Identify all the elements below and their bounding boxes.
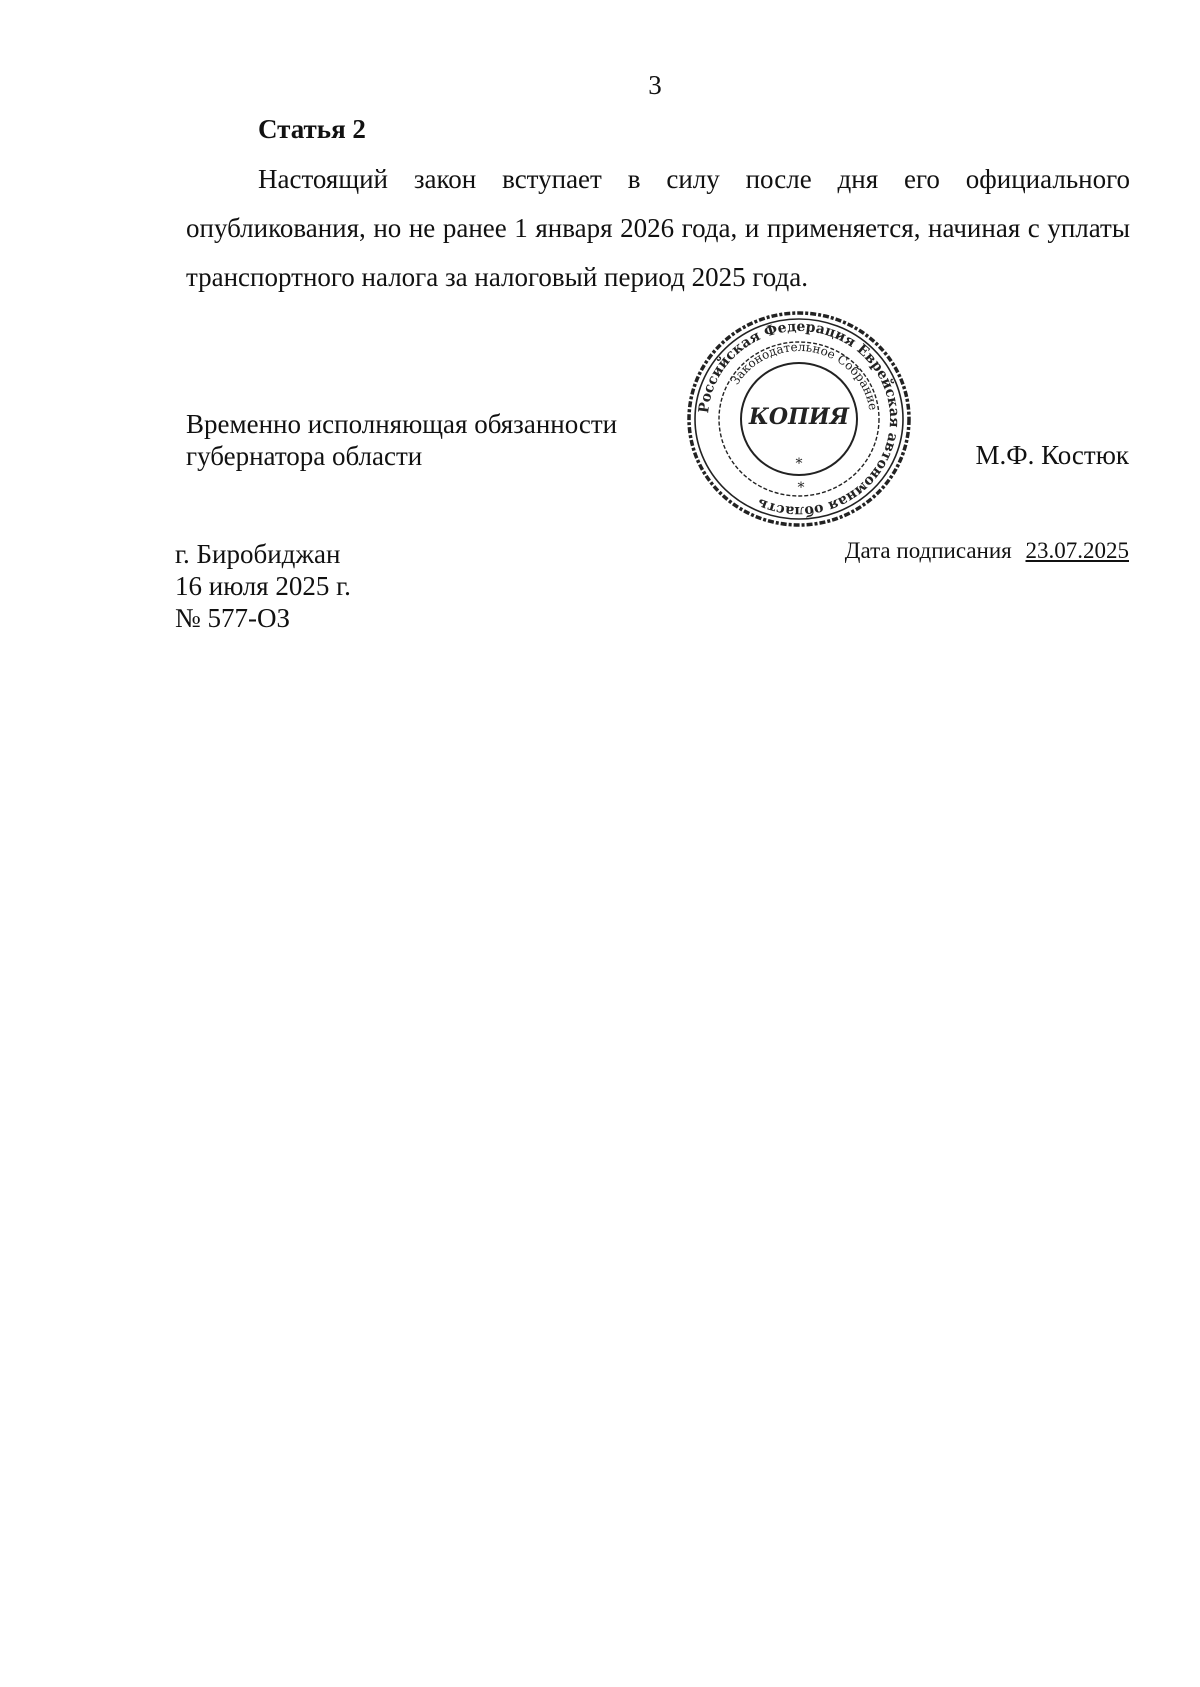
official-seal-stamp (684, 308, 914, 530)
signing-date-value: 23.07.2025 (1025, 538, 1129, 563)
page-number: 3 (648, 70, 662, 100)
seal-outer-text: Российская Федерация Еврейская автономная область (696, 318, 903, 520)
article-body-paragraph: Настоящий закон вступает в силу после дня его официального опубликования, но не ранее 1 января 2026 года, и применяется, начиная с уплаты транспортного налога за налоговый период 2025 года. (186, 164, 1130, 292)
signing-date (845, 538, 1129, 564)
place-date-block (175, 538, 351, 634)
signatory-title (186, 408, 617, 472)
adoption-date: 16 июля 2025 г. (175, 571, 351, 601)
signatory-name: М.Ф. Костюк (975, 440, 1129, 470)
seal-star-icon: * (797, 480, 805, 496)
signatory-title-line-1: Временно исполняющая обязанности (186, 409, 618, 439)
law-number: № 577-ОЗ (175, 603, 291, 633)
signatory-title-line-2: губернатора области (186, 441, 423, 471)
city-name: г. Биробиджан (175, 539, 341, 569)
seal-star-icon: * (795, 456, 803, 472)
seal-inner-text: Законодательное Собрание (727, 339, 881, 412)
seal-center-text: КОПИЯ (748, 404, 850, 430)
signing-date-label: Дата подписания (844, 538, 1012, 563)
article-heading: Статья 2 (258, 114, 366, 144)
